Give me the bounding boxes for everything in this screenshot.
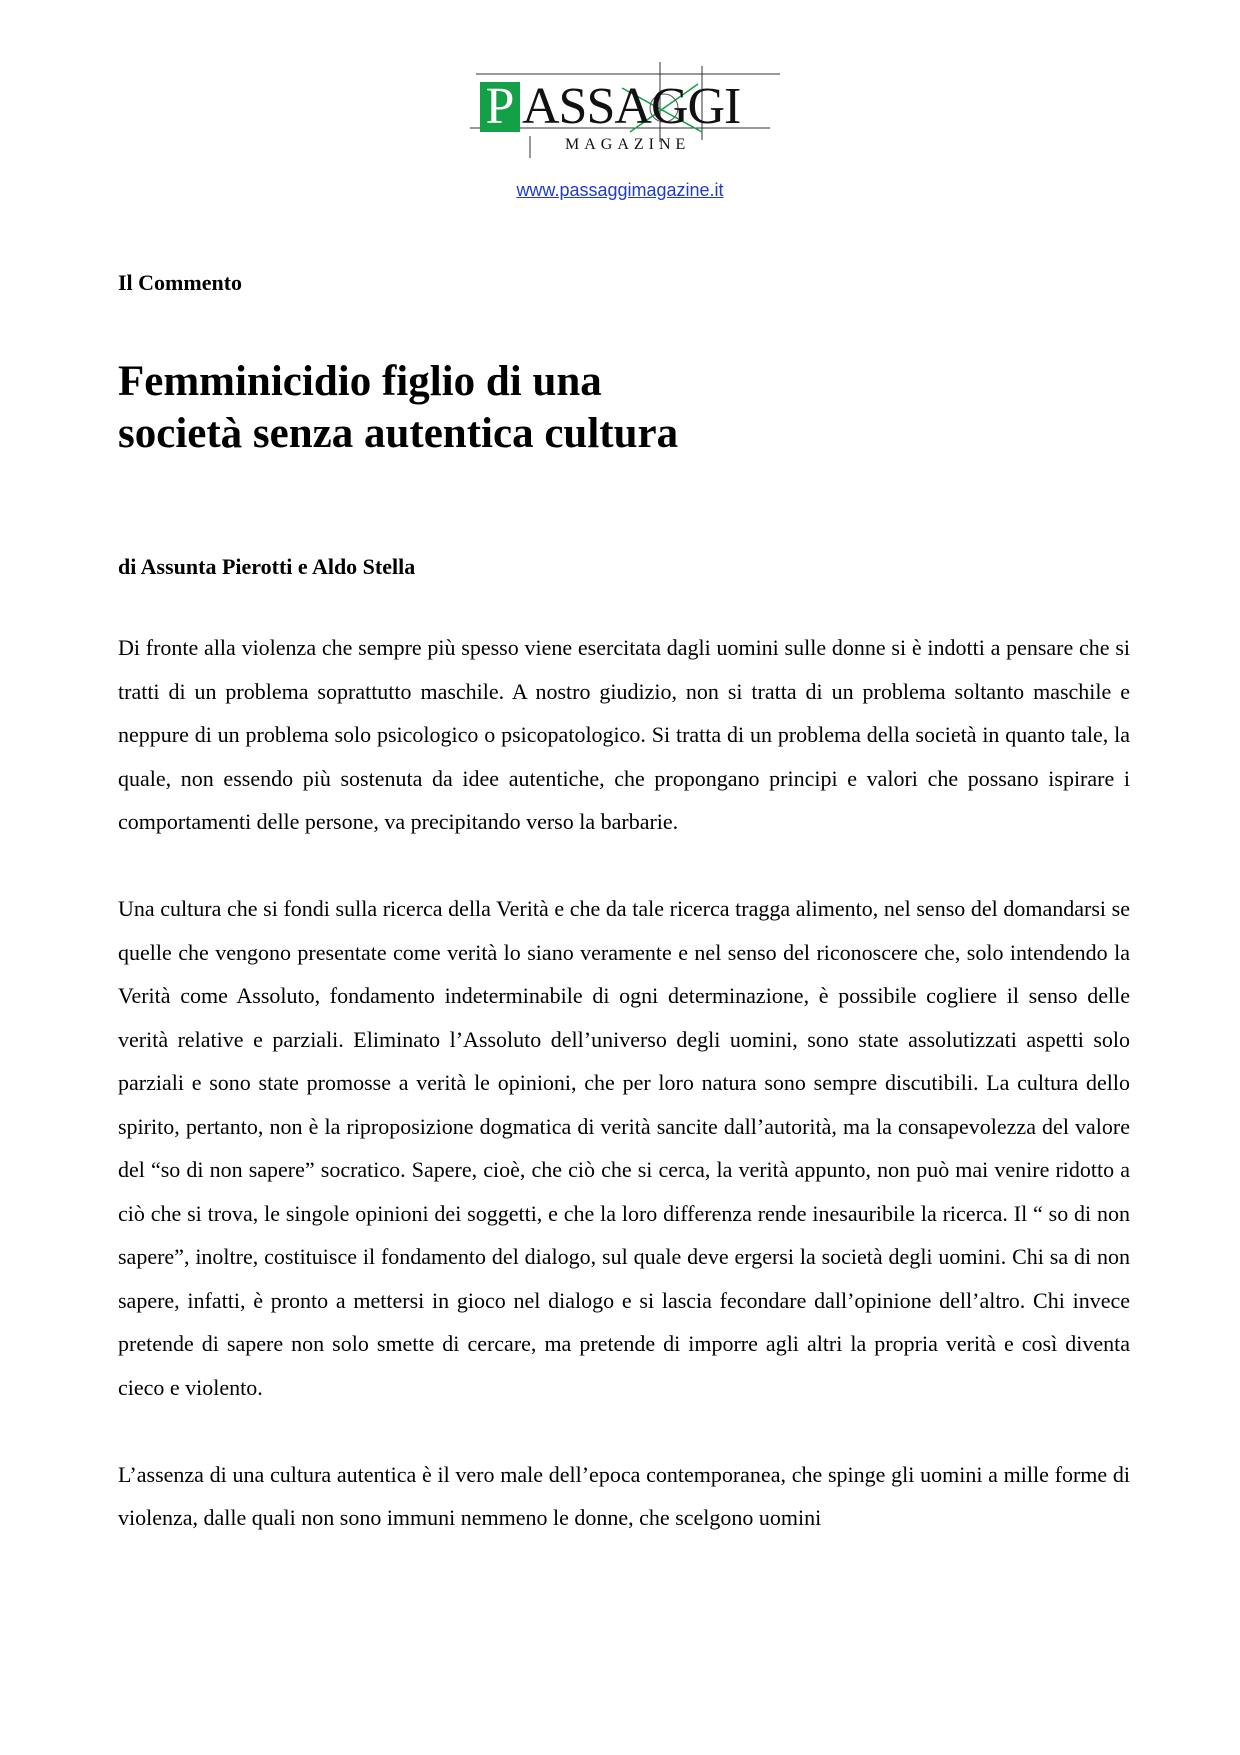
paragraph: Di fronte alla violenza che sempre più spesso viene esercitata dagli uomini sulle donne si è indotti a pensare che si tratti di un problema soprattutto maschile. A nostro giudizio, non si tratta di un problema soltanto maschile e neppure di un problema solo psicologico o psicopatologico. Si tratta di un problema della società in quanto tale, la quale, non essendo più sostenuta da idee autentiche, che propongano principi e valori che possano ispirare i comportamenti delle persone, va precipitando verso la barbarie. bbox=[118, 635, 1130, 834]
paragraph: L’assenza di una cultura autentica è il vero male dell’epoca contemporanea, che spinge gli uomini a mille forme di violenza, dalle quali non sono immuni nemmeno le donne, che scelgono uomini bbox=[118, 1461, 1130, 1530]
title-line-2: società senza autentica cultura bbox=[118, 410, 679, 457]
logo-subtitle: MAGAZINE bbox=[565, 136, 691, 153]
paragraph: Una cultura che si fondi sulla ricerca della Verità e che da tale ricerca tragga alimento, nel senso del domandarsi se quelle che vengono presentate come verità lo siano veramente e nel senso del riconoscere che, solo intendendo la Verità come Assoluto, fondamento indeterminabile di ogni determinazione, è possibile cogliere il senso delle verità relative e parziali. Eliminato l’Assoluto dell’universo degli uomini, sono state assolutizzati aspetti solo parziali e sono state promosse a verità le opinioni, che per loro natura sono sempre discutibili. La cultura dello spirito, pertanto, non è la riproposizione dogmatica di verità sancite dall’autorità, ma la consapevolezza del valore del “so di non sapere” socratico. Sapere, cioè, che ciò che si cerca, la verità appunto, non può mai venire ridotto a ciò che si trova, le singole opinioni dei soggetti, e che la loro differenza rende inesauribile la ricerca. Il “ so di non sapere”, inoltre, costituisce il fondamento del dialogo, sul quale deve ergersi la società degli uomini. Chi sa di non sapere, infatti, è pronto a mettersi in gioco nel dialogo e si lascia fecondare dall’opinione dell’altro. Chi invece pretende di sapere non solo smette di cercare, ma pretende di imporre agli altri la propria verità e così diventa cieco e violento. bbox=[118, 896, 1130, 1400]
logo-letter: P bbox=[485, 78, 515, 135]
logo-p-block bbox=[480, 78, 520, 135]
logo-wordmark: ASSAGGI bbox=[522, 78, 741, 135]
article-author: di Assunta Pierotti e Aldo Stella bbox=[118, 554, 416, 579]
title-line-1: Femminicidio figlio di una bbox=[118, 358, 602, 405]
article-title bbox=[118, 356, 1018, 460]
website-link-container bbox=[0, 180, 1240, 201]
section-label: Il Commento bbox=[118, 270, 243, 295]
article-body bbox=[118, 626, 1130, 1583]
website-link[interactable]: www.passaggimagazine.it bbox=[516, 180, 724, 200]
passaggi-magazine-logo bbox=[470, 62, 790, 162]
